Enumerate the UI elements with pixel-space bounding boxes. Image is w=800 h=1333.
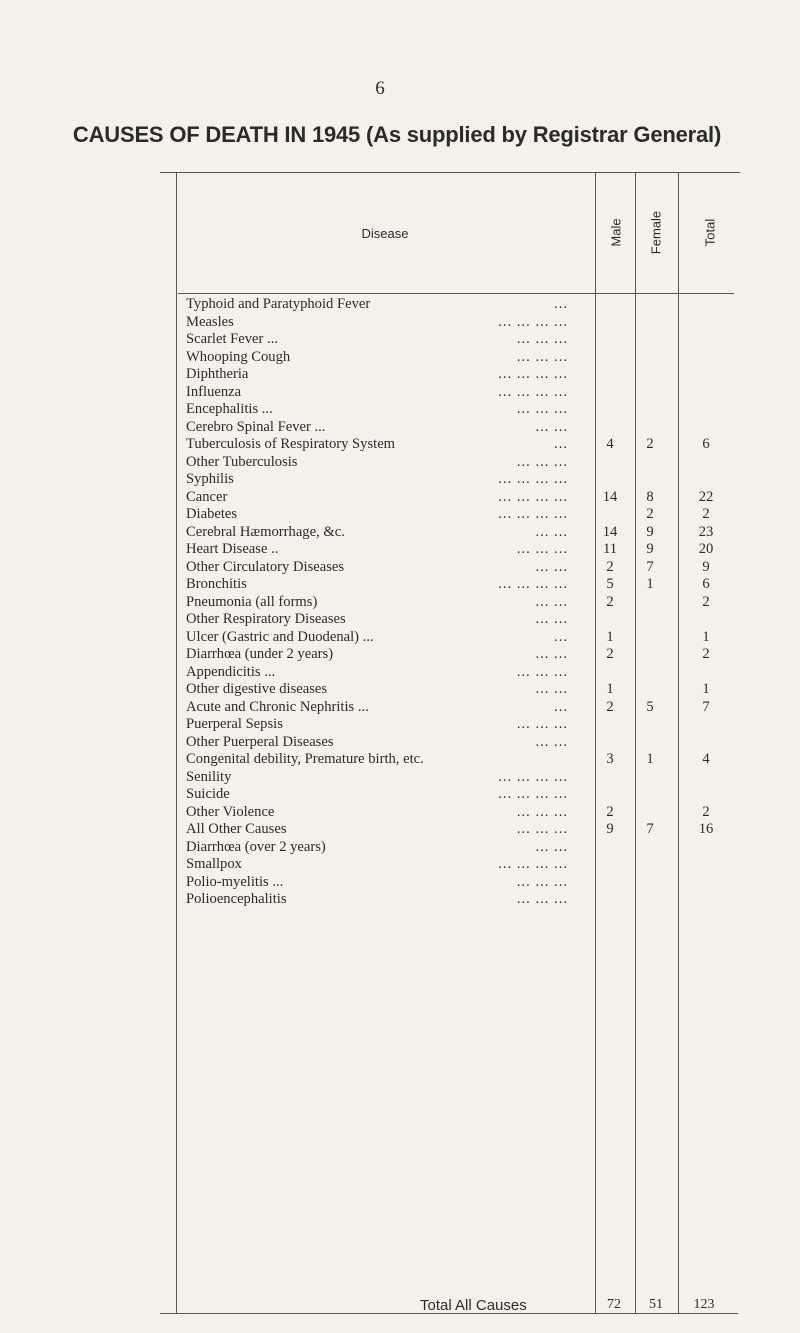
cell-total: 2 [702, 506, 710, 522]
table-row [186, 786, 730, 804]
cell-female: 1 [646, 576, 654, 592]
leader-dots: ... ... ... [516, 821, 568, 837]
header-bottom-rule [178, 293, 734, 294]
leader-dots: ... ... ... ... [498, 856, 568, 872]
header-total: Total [702, 218, 718, 247]
table-row [186, 559, 730, 577]
leader-dots: ... ... ... ... [498, 786, 568, 802]
total-total: 123 [693, 1297, 715, 1312]
cell-total: 9 [702, 558, 710, 575]
table-row [186, 699, 730, 717]
leader-dots: ... ... ... [516, 348, 568, 365]
table-row [186, 769, 730, 787]
header-female: Female [648, 210, 664, 255]
disease-name: Acute and Chronic Nephritis ... [186, 698, 369, 715]
cell-male: 14 [602, 488, 618, 505]
leader-dots: ... ... [535, 418, 568, 435]
page-number: 6 [375, 78, 385, 99]
total-male: 72 [607, 1297, 621, 1312]
table-row [186, 734, 730, 752]
table-row [186, 629, 730, 647]
table-row [186, 349, 730, 367]
leader-dots: ... ... ... [516, 663, 568, 680]
table-row [186, 839, 730, 857]
leader-dots: ... ... [535, 733, 568, 750]
table-row [186, 681, 730, 699]
table-row [186, 576, 730, 594]
disease-name: Other Respiratory Diseases [186, 611, 346, 627]
leader-dots: ... ... [535, 593, 568, 610]
cell-female: 9 [646, 541, 654, 557]
disease-name: Polio-myelitis ... [186, 873, 284, 890]
cell-male: 14 [602, 523, 618, 540]
cell-male: 1 [606, 628, 614, 645]
disease-name: Diabetes [186, 506, 238, 522]
disease-name: Cerebro Spinal Fever ... [186, 418, 326, 435]
table-row [186, 594, 730, 612]
cell-female: 1 [646, 751, 654, 767]
cell-male: 9 [606, 821, 614, 837]
table-row [186, 891, 730, 909]
leader-dots: ... ... [535, 523, 568, 540]
leader-dots: ... ... ... ... [498, 471, 568, 487]
cell-female: 9 [646, 523, 654, 540]
leader-dots: ... ... ... [516, 453, 568, 470]
leader-dots: ... ... ... [516, 891, 568, 907]
table-left-rule [176, 172, 177, 1313]
cell-male: 2 [606, 698, 614, 715]
leader-dots: ... ... ... [516, 803, 568, 820]
leader-dots: ... ... ... [516, 873, 568, 890]
header-disease: Disease [361, 226, 409, 241]
cell-male: 2 [606, 593, 614, 610]
disease-name: Influenza [186, 383, 242, 400]
table-row [186, 489, 730, 507]
disease-name: Congenital debility, Premature birth, etc. [186, 751, 424, 767]
page-title: CAUSES OF DEATH IN 1945 (As supplied by Registrar General) [72, 122, 722, 147]
total-label: Total All Causes [420, 1297, 527, 1314]
cell-total: 6 [702, 436, 710, 452]
cell-total: 22 [698, 488, 714, 505]
cell-male: 2 [606, 803, 614, 820]
leader-dots: ... ... ... [516, 331, 568, 347]
table-row [186, 874, 730, 892]
cell-female: 7 [646, 821, 654, 837]
leader-dots: ... [554, 436, 568, 452]
leader-dots: ... [554, 698, 568, 715]
table-row [186, 296, 730, 314]
disease-name: Whooping Cough [186, 348, 291, 365]
leader-dots: ... ... ... ... [498, 488, 568, 505]
disease-name: Bronchitis [186, 576, 247, 592]
cell-female: 8 [646, 488, 654, 505]
table-row [186, 419, 730, 437]
disease-name: Syphilis [186, 471, 234, 487]
disease-name: Tuberculosis of Respiratory System [186, 436, 396, 452]
disease-name: Other Violence [186, 803, 275, 820]
cell-male: 5 [606, 576, 614, 592]
cell-total: 16 [698, 821, 714, 837]
table-row [186, 541, 730, 559]
table-top-rule [160, 172, 740, 173]
table-row [186, 751, 730, 769]
disease-name: Heart Disease .. [186, 541, 279, 557]
disease-name: Puerperal Sepsis [186, 716, 283, 732]
disease-name: Other Puerperal Diseases [186, 733, 334, 750]
disease-name: Polioencephalitis [186, 891, 287, 907]
cell-male: 2 [606, 558, 614, 575]
leader-dots: ... ... ... [516, 716, 568, 732]
table-row [186, 716, 730, 734]
cell-male: 2 [606, 646, 614, 662]
table-row [186, 506, 730, 524]
total-female: 51 [649, 1297, 663, 1312]
disease-name: Cerebral Hæmorrhage, &c. [186, 523, 345, 540]
leader-dots: ... ... [535, 838, 568, 855]
leader-dots: ... ... [535, 681, 568, 697]
disease-name: Ulcer (Gastric and Duodenal) ... [186, 628, 374, 645]
cell-total: 1 [702, 681, 710, 697]
disease-name: Other Circulatory Diseases [186, 558, 345, 575]
cell-female: 2 [646, 506, 654, 522]
disease-name: Diphtheria [186, 366, 249, 382]
leader-dots: ... ... ... [516, 401, 568, 417]
leader-dots: ... ... [535, 611, 568, 627]
cell-total: 2 [702, 803, 710, 820]
table-row [186, 384, 730, 402]
cell-total: 2 [702, 593, 710, 610]
leader-dots: ... ... [535, 646, 568, 662]
leader-dots: ... ... ... ... [498, 383, 568, 400]
leader-dots: ... ... [535, 558, 568, 575]
cell-male: 4 [606, 436, 614, 452]
disease-name: Senility [186, 768, 232, 785]
table-row [186, 646, 730, 664]
table-row [186, 664, 730, 682]
leader-dots: ... ... ... ... [498, 506, 568, 522]
table-row [186, 331, 730, 349]
leader-dots: ... [554, 296, 568, 312]
table-row [186, 856, 730, 874]
table-row [186, 821, 730, 839]
leader-dots: ... ... ... ... [498, 768, 568, 785]
disease-name: Other Tuberculosis [186, 453, 298, 470]
disease-name: Smallpox [186, 856, 242, 872]
disease-name: Diarrhœa (over 2 years) [186, 838, 326, 855]
disease-name: Typhoid and Paratyphoid Fever [186, 296, 371, 312]
cell-total: 7 [702, 698, 710, 715]
disease-name: Cancer [186, 488, 228, 505]
leader-dots: ... ... ... ... [498, 366, 568, 382]
table-row [186, 401, 730, 419]
disease-name: Diarrhœa (under 2 years) [186, 646, 334, 662]
leader-dots: ... ... ... ... [498, 313, 568, 330]
disease-name: Appendicitis ... [186, 663, 276, 680]
table-row [186, 524, 730, 542]
table-row [186, 471, 730, 489]
cell-total: 6 [702, 576, 710, 592]
cell-total: 23 [698, 523, 714, 540]
header-male: Male [608, 218, 624, 247]
leader-dots: ... ... ... [516, 541, 568, 557]
disease-name: Other digestive diseases [186, 681, 328, 697]
cell-female: 7 [646, 558, 654, 575]
disease-name: Scarlet Fever ... [186, 331, 278, 347]
table-row [186, 314, 730, 332]
cell-male: 11 [602, 541, 618, 557]
disease-name: Measles [186, 313, 234, 330]
table-row [186, 366, 730, 384]
leader-dots: ... ... ... ... [498, 576, 568, 592]
disease-rows [186, 296, 730, 909]
disease-name: All Other Causes [186, 821, 287, 837]
cell-total: 2 [702, 646, 710, 662]
cell-female: 5 [646, 698, 654, 715]
cell-female: 2 [646, 436, 654, 452]
disease-name: Pneumonia (all forms) [186, 593, 318, 610]
cell-total: 1 [702, 628, 710, 645]
cell-total: 20 [698, 541, 714, 557]
table-row [186, 454, 730, 472]
disease-name: Suicide [186, 786, 230, 802]
table-row [186, 611, 730, 629]
cell-male: 3 [606, 751, 614, 767]
table-row [186, 436, 730, 454]
cell-total: 4 [702, 751, 710, 767]
leader-dots: ... [554, 628, 568, 645]
table-row [186, 804, 730, 822]
cell-male: 1 [606, 681, 614, 697]
disease-name: Encephalitis ... [186, 401, 273, 417]
